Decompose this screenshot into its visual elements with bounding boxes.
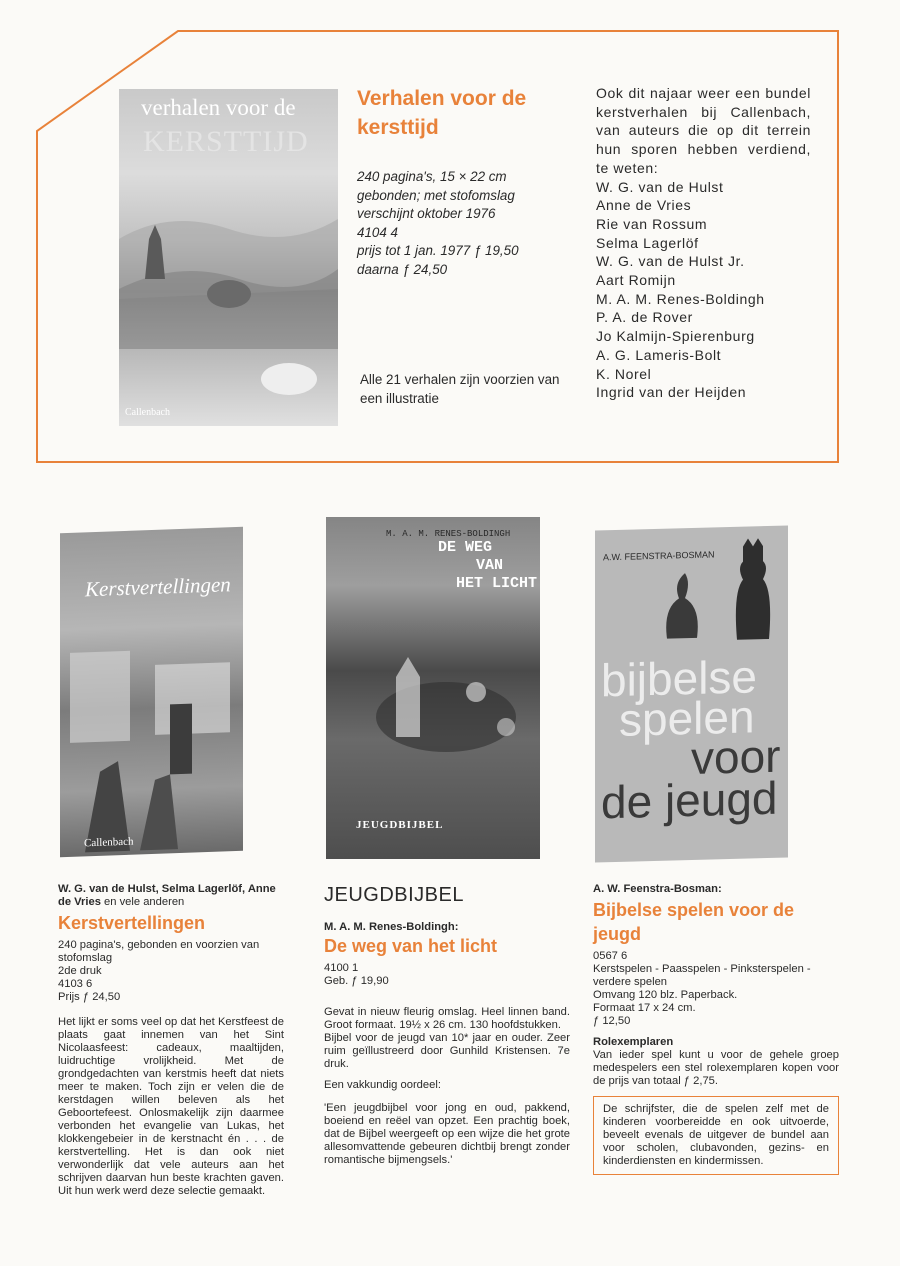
book2-cover-title-1: DE WEG [438,539,493,556]
book1-title: Kerstvertellingen [58,913,206,933]
book3-subbody: Van ieder spel kunt u voor de gehele groep medespelers een stel rolexemplaren kopen voor de prijs van totaal ƒ 2,75. [593,1049,839,1087]
book2-detail: 4100 1 [324,962,359,974]
book1-authors-line [58,883,284,909]
book2-author: M. A. M. Renes-Boldingh: [324,921,459,933]
book2-body: Bijbel voor de jeugd van 10* jaar en ouder. Zeer ruim geïllustreerd door Gunhild Kristensen. 7e druk. [324,1032,570,1070]
hero-detail-line: daarna ƒ 24,50 [357,261,448,277]
book3-cover-line: bijbelse [601,650,757,707]
author-item: Selma Lagerlöf [596,234,699,251]
author-item: Jo Kalmijn-Spierenburg [596,328,755,345]
hero-detail-line: 240 pagina's, 15 × 22 cm [357,169,507,184]
author-item: K. Norel [596,365,652,382]
book3-detail: Omvang 120 blz. Paperback. [593,989,738,1001]
book1-detail: 240 pagina's, gebonden en voorzien van stofomslag [58,939,260,964]
book1-detail: 4103 6 [58,978,93,990]
book2-cover-title-2: VAN [476,557,504,574]
hero-illustration-note: Alle 21 verhalen zijn voorzien van een illustratie [360,372,560,406]
book1-body: Het lijkt er soms veel op dat het Kerstfeest de plaats gaat innemen van het Sint Nicolaasfeest: cadeaux, maaltijden, luidruchtige vrolijkheid. Met de grondgedachten van kerstmis heeft dat niets meer te maken. Toch zijn er velen die de kerstdagen willen beleven als het Geboortefeest. Onlosmakelijk zijn daarmee verbonden het evangelie van Lukas, het klokkengebeier in de kerstnacht én . . . de kerstvertelling. Het is dan ook niet verwonderlijk dat vele auteurs aan het schrijven daarvan hun beste krachten gaven. Uit hun werk werd deze selectie gemaakt. [58,1016,284,1197]
book2-cover-bottom: JEUGDBIJBEL [356,819,444,831]
author-item: Ingrid van der Heijden [596,384,747,401]
book2-body: Gevat in nieuw fleurig omslag. Heel linnen band. Groot formaat. 19½ x 26 cm. 130 hoofdstukken. [324,1006,570,1031]
hero-detail-line: verschijnt oktober 1976 [357,206,496,221]
book1-cover-title: Kerstvertellingen [85,572,231,602]
book3-detail: 0567 6 [593,950,628,962]
hero-book-cover [119,89,338,426]
book2-heading: JEUGDBIJBEL [324,884,464,906]
hero-title: Verhalen voor de kersttijd [357,87,527,139]
hero-detail-line: prijs tot 1 jan. 1977 ƒ 19,50 [357,243,519,258]
book1-text [58,883,284,1198]
book3-cover-line: spelen [619,690,755,746]
hero-intro: Ook dit najaar weer een bundel kerstverhalen bij Callenbach, van auteurs die op dit terrein hun sporen hebben verdiend, te weten: [596,85,811,176]
book3-text [593,883,839,1175]
hero-cover-title-1: verhalen voor de [141,95,296,120]
author-item: Rie van Rossum [596,215,708,232]
book3-detail: Formaat 17 x 24 cm. [593,1002,696,1014]
author-item: Anne de Vries [596,197,692,214]
hero-cover-title-2: KERSTTIJD [143,125,309,158]
book3-title: Bijbelse spelen voor de jeugd [593,900,795,944]
book1-authors-suffix: en vele anderen [104,896,185,908]
book1-detail: Prijs ƒ 24,50 [58,991,121,1003]
book2-cover-title-3: HET LICHT [456,575,538,592]
book3-subheading: Rolexemplaren [593,1036,674,1048]
book2-title: De weg van het licht [324,936,498,956]
book3-cover-line: voor [691,729,781,785]
book3-author: A. W. Feenstra-Bosman: [593,883,722,895]
hero-detail-line: 4104 4 [357,224,398,240]
book1-detail: 2de druk [58,965,102,977]
book2-quote: 'Een jeugdbijbel voor jong en oud, pakkend, boeiend en reëel van opzet. Een prachtig boek, dat de Bijbel weergeeft op een wijze die het grote allesomvattende gebeuren dichtbij brengt zonder romantische bijmengsels.' [324,1102,570,1166]
book3-cover [595,525,788,862]
hero-details [357,168,577,279]
hero-cover-publisher: Callenbach [125,407,170,418]
author-item: A. G. Lameris-Bolt [596,346,722,363]
hero-author-list [596,84,811,402]
author-item: Aart Romijn [596,272,676,289]
book3-cover-author: A.W. FEENSTRA-BOSMAN [603,549,715,563]
author-item: W. G. van de Hulst Jr. [596,253,745,270]
book1-cover [60,527,243,857]
book1-cover-publisher: Callenbach [84,835,134,850]
book3-detail: ƒ 12,50 [593,1015,631,1027]
book2-cover-author: M. A. M. RENES-BOLDINGH [386,529,511,539]
author-item: P. A. de Rover [596,309,693,326]
book3-detail: Kerstspelen - Paasspelen - Pinksterspelen - verdere spelen [593,963,811,988]
book2-body: Een vakkundig oordeel: [324,1079,441,1091]
author-item: W. G. van de Hulst [596,178,724,195]
book2-detail: Geb. ƒ 19,90 [324,975,389,987]
book2-text [324,883,570,1167]
book2-cover [326,517,540,859]
hero-detail-line: gebonden; met stofomslag [357,187,515,203]
book1-authors: W. G. van de Hulst, Selma Lagerlöf, Anne de Vries [58,883,276,908]
author-item: M. A. M. Renes-Boldingh [596,290,765,307]
book3-note-box: De schrijfster, die de spelen zelf met de kinderen voorbereidde en ook uitvoerde, beveelt evenals de uitgever de bundel aan voor scholen, clubavonden, gezins- en kinderdiensten en kindermissen. [593,1096,839,1175]
book3-cover-line: de jeugd [601,771,778,829]
